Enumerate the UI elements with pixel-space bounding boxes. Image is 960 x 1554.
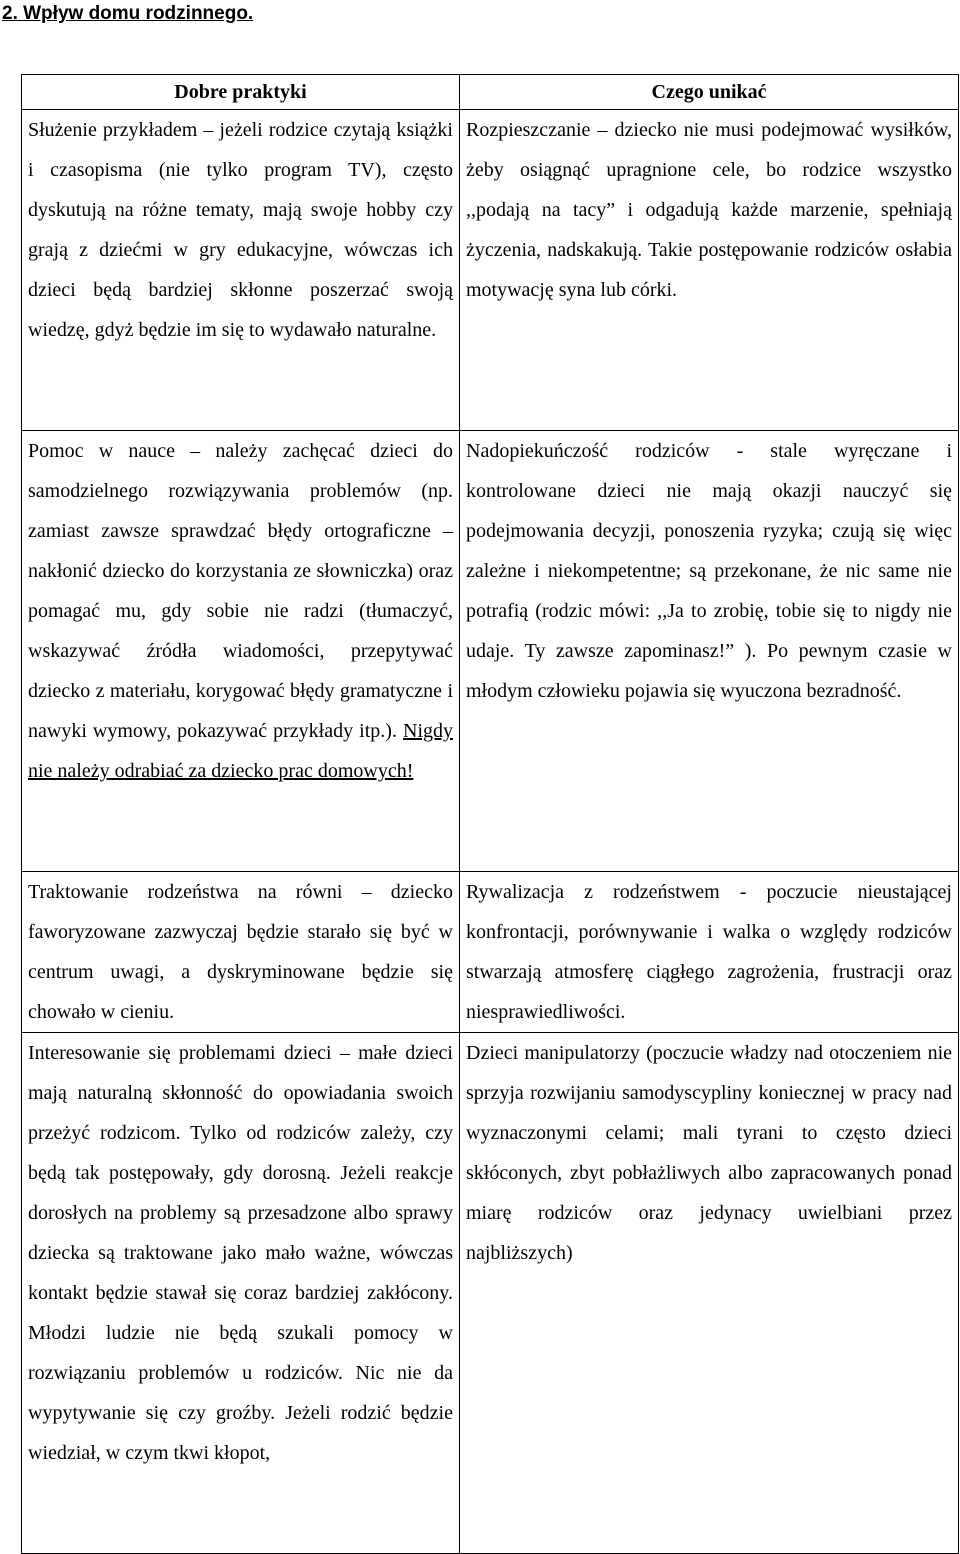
good-practice-cell: Służenie przykładem – jeżeli rodzice czytają książki i czasopisma (nie tylko program TV), często dyskutują na różne tematy, mają swoje hobby czy grają z dziećmi w gry edukacyjne, wówczas ich dzieci będą bardziej skłonne poszerzać swoją wiedzę, gdyż będzie im się to wydawało naturalne.	[22, 110, 460, 431]
good-practice-cell	[22, 431, 460, 872]
section-heading: 2. Wpływ domu rodzinnego.	[2, 3, 254, 24]
table-row	[22, 110, 959, 431]
good-practice-cell: Traktowanie rodzeństwa na równi – dziecko faworyzowane zazwyczaj będzie starało się być w centrum uwagi, a dyskryminowane będzie się chowało w cieniu.	[22, 872, 460, 1033]
table-row	[22, 872, 959, 1033]
practices-table	[21, 74, 959, 1554]
avoid-cell: Rozpieszczanie – dziecko nie musi podejmować wysiłków, żeby osiągnąć upragnione cele, bo rodzice wszystko ,,podają na tacy” i odgadują każde marzenie, spełniają życzenia, nadskakują. Takie postępowanie rodziców osłabia motywację syna lub córki.	[460, 110, 959, 431]
good-practice-cell: Interesowanie się problemami dzieci – małe dzieci mają naturalną skłonność do opowiadania swoich przeżyć rodzicom. Tylko od rodziców zależy, czy będą tak postępowały, gdy dorosną. Jeżeli reakcje dorosłych na problemy są przesadzone albo sprawy dziecka są traktowane jako mało ważne, wówczas kontakt będzie stawał się coraz bardziej zakłócony. Młodzi ludzie nie będą szukali pomocy w rozwiązaniu problemów u rodziców. Nic nie da wypytywanie się czy groźby. Jeżeli rodzić będzie wiedział, w czym tkwi kłopot,	[22, 1033, 460, 1554]
header-good-practices: Dobre praktyki	[22, 75, 460, 110]
avoid-cell: Nadopiekuńczość rodziców - stale wyręczane i kontrolowane dzieci nie mają okazji nauczyć się podejmowania decyzji, ponoszenia ryzyka; czują się więc zależne i niekompetentne; są przekonane, że nic same nie potrafią (rodzic mówi: ,,Ja to zrobię, tobie się to nigdy nie udaje. Ty zawsze zapominasz!” ). Po pewnym czasie w młodym człowieku pojawia się wyuczona bezradność.	[460, 431, 959, 872]
good-practice-text: Pomoc w nauce – należy zachęcać dzieci do samodzielnego rozwiązywania problemów (np. zamiast zawsze sprawdzać błędy ortograficzne – nakłonić dziecko do korzystania ze słowniczka) oraz pomagać mu, gdy sobie nie radzi (tłumaczyć, wskazywać źródła wiadomości, przepytywać dziecko z materiału, korygować błędy gramatyczne i nawyki wymowy, pokazywać przykłady itp.).	[28, 440, 453, 742]
avoid-cell: Dzieci manipulatorzy (poczucie władzy nad otoczeniem nie sprzyja rozwijaniu samodyscypliny koniecznej w pracy nad wyznaczonymi celami; mali tyrani to często dzieci skłóconych, zbyt pobłażliwych albo zapracowanych ponad miarę rodziców oraz jedynacy uwielbiani przez najbliższych)	[460, 1033, 959, 1554]
header-what-to-avoid: Czego unikać	[460, 75, 959, 110]
table-header-row	[22, 75, 959, 110]
table-row	[22, 431, 959, 872]
avoid-cell: Rywalizacja z rodzeństwem - poczucie nieustającej konfrontacji, porównywanie i walka o względy rodziców stwarzają atmosferę ciągłego zagrożenia, frustracji oraz niesprawiedliwości.	[460, 872, 959, 1033]
homework-warning: Nigdy nie należy odrabiać za dziecko prac domowych!	[28, 720, 454, 782]
table-row	[22, 1033, 959, 1554]
